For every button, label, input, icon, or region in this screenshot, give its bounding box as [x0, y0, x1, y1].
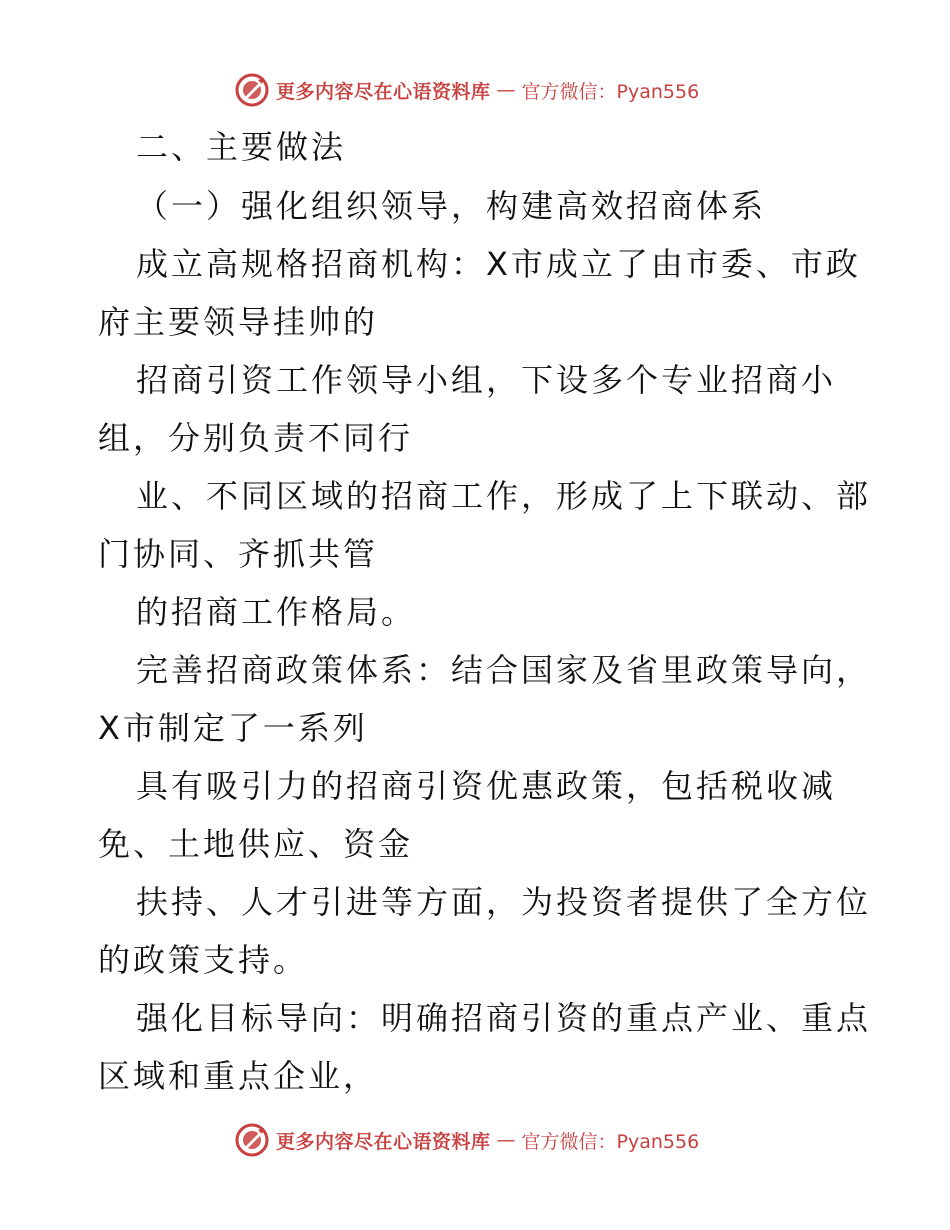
banner-dash: —	[496, 79, 516, 101]
body-line: 的政策支持。	[98, 941, 309, 979]
banner-account: 官方微信：Pyan556	[521, 80, 700, 103]
body-line: 组，分别负责不同行	[98, 419, 414, 457]
body-line: 门协同、齐抓共管	[98, 535, 379, 573]
body-line: 免、土地供应、资金	[98, 825, 414, 863]
banner-text: 更多内容尽在心语资料库	[276, 1130, 491, 1153]
body-line: 的招商工作格局。	[136, 593, 417, 631]
body-line: 完善招商政策体系：结合国家及省里政策导向，	[136, 651, 872, 689]
footer-banner	[234, 1120, 699, 1160]
banner-dash: —	[496, 1129, 516, 1151]
body-line: 扶持、人才引进等方面，为投资者提供了全方位	[136, 883, 872, 921]
quill-logo-icon	[234, 72, 270, 108]
body-line: 区域和重点企业，	[98, 1057, 379, 1095]
body-line: 成立高规格招商机构：X市成立了由市委、市政	[136, 245, 861, 283]
body-line: 招商引资工作领导小组，下设多个专业招商小	[136, 361, 837, 399]
body-line: X市制定了一系列	[98, 709, 368, 747]
banner-account: 官方微信：Pyan556	[521, 1130, 700, 1153]
body-line: 业、不同区域的招商工作，形成了上下联动、部	[136, 477, 872, 515]
body-line: 强化目标导向：明确招商引资的重点产业、重点	[136, 999, 872, 1037]
banner-text: 更多内容尽在心语资料库	[276, 80, 491, 103]
body-line: （一）强化组织领导，构建高效招商体系	[136, 187, 767, 225]
body-line: 二、主要做法	[136, 128, 347, 166]
quill-logo-icon	[234, 1122, 270, 1158]
body-line: 府主要领导挂帅的	[98, 303, 379, 341]
body-line: 具有吸引力的招商引资优惠政策，包括税收减	[136, 767, 837, 805]
header-banner	[234, 70, 699, 110]
